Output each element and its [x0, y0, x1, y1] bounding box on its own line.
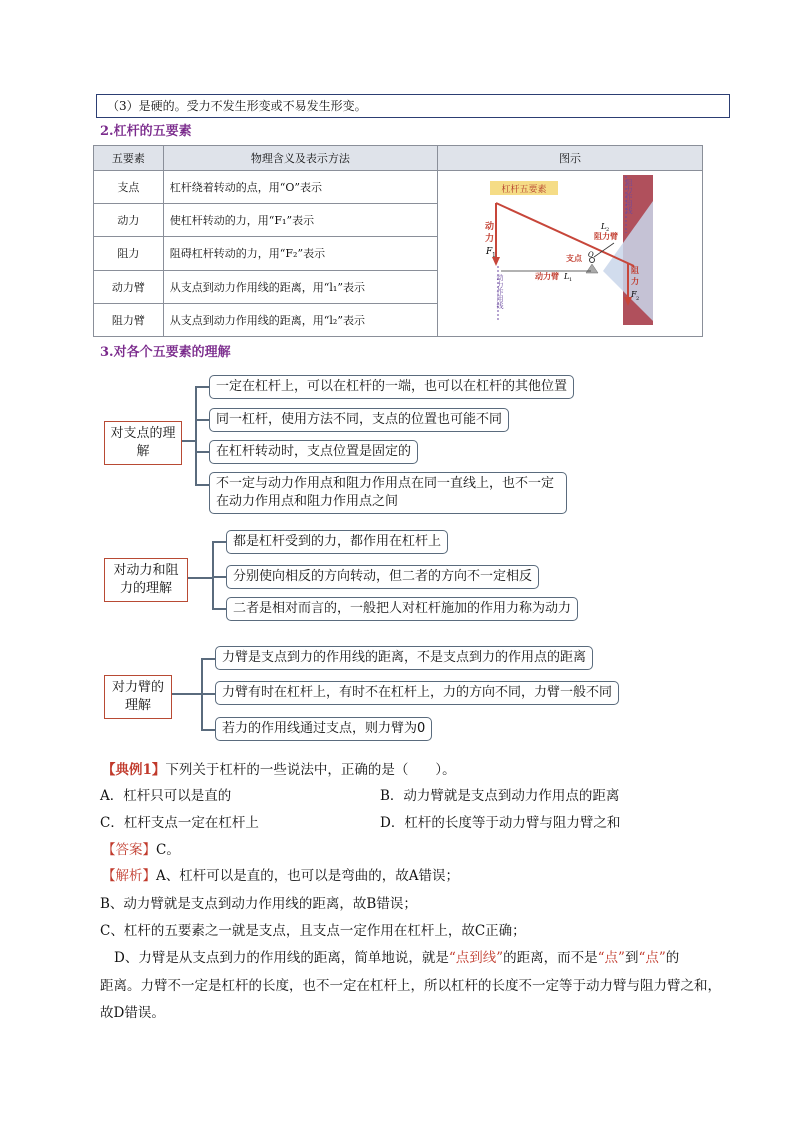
- banner-text: 杠杆五要素: [501, 185, 547, 195]
- connector: [212, 576, 226, 578]
- analysis-c: C、杠杆的五要素之一就是支点，且支点一定作用在杠杆上，故C正确；: [100, 923, 526, 939]
- resist-label-1: 阻: [630, 266, 639, 275]
- mindmap-leaf: 一定在杠杆上，可以在杠杆的一端，也可以在杠杆的其他位置: [209, 375, 574, 399]
- fulcrum-label: 支点: [565, 254, 582, 263]
- analysis-b: B、动力臂就是支点到动力作用线的距离，故B错误；: [100, 896, 417, 912]
- analysis-d-part: 到: [624, 950, 639, 966]
- section-2-title: 2.杠杆的五要素: [100, 124, 192, 139]
- connector: [201, 658, 215, 660]
- analysis-d-highlight: “点”: [638, 950, 666, 966]
- analysis-a-line: [102, 866, 459, 886]
- five-elements-table: [93, 145, 703, 337]
- connector: [212, 541, 226, 543]
- analysis-d-highlight: “点到线”: [448, 950, 504, 966]
- mindmap-fulcrum-title: 对支点的理解: [104, 421, 182, 465]
- lever-diagram-cell: [437, 171, 702, 337]
- table-cell-desc: 杠杆绕着转动的点，用“O”表示: [163, 171, 437, 204]
- table-cell-name: 动力: [94, 204, 164, 237]
- resist-line-label: 阻力作用线: [624, 179, 633, 214]
- f2-sub: 2: [635, 296, 640, 302]
- lever-diagram: [438, 171, 702, 336]
- table-cell-desc: 从支点到动力作用线的距离，用“l₁”表示: [163, 270, 437, 303]
- mindmap-leaf: 若力的作用线通过支点，则力臂为0: [215, 717, 432, 741]
- power-arm-label: 动力臂: [534, 272, 559, 281]
- mindmap-leaf: 力臂是支点到力的作用线的距离，不是支点到力的作用点的距离: [215, 646, 593, 670]
- analysis-d-end: 故D错误。: [100, 1005, 165, 1021]
- power-label-1: 动: [484, 222, 494, 232]
- connector: [212, 608, 226, 610]
- connector: [182, 440, 196, 442]
- fulcrum-symbol: O: [587, 251, 594, 259]
- mindmap-leaf: 在杠杆转动时，支点位置是固定的: [209, 440, 418, 464]
- f1-sub: 1: [491, 252, 496, 259]
- mindmap-leaf: 同一杠杆，使用方法不同，支点的位置也可能不同: [209, 408, 509, 432]
- analysis-d-part: D、力臂是从支点到力的作用线的距离，简单地说，就是: [114, 950, 449, 966]
- option-c: C．杠杆支点一定在杠杆上: [100, 815, 259, 831]
- connector: [172, 693, 202, 695]
- mindmap-force-title: 对动力和阻力的理解: [104, 558, 188, 602]
- analysis-d-highlight: “点”: [597, 950, 625, 966]
- top-boxed-note: （3）是硬的。受力不发生形变或不易发生形变。: [96, 94, 730, 118]
- table-cell-name: 支点: [94, 171, 164, 204]
- connector: [201, 729, 215, 731]
- example-tag: 【典例1】: [102, 762, 166, 778]
- table-cell-name: 阻力臂: [94, 303, 164, 336]
- mindmap-leaf: 分别使向相反的方向转动，但二者的方向不一定相反: [226, 565, 539, 589]
- option-b: B．动力臂就是支点到动力作用点的距离: [380, 788, 620, 804]
- mindmap-leaf: 不一定与动力作用点和阻力作用点在同一直线上，也不一定在动力作用点和阻力作用点之间: [209, 472, 567, 514]
- connector: [195, 386, 209, 388]
- analysis-d-part: 的: [665, 950, 680, 966]
- answer-value: C。: [156, 842, 180, 858]
- example-question-line: [102, 760, 456, 780]
- example-question: 下列关于杠杆的一些说法中，正确的是（ ）。: [165, 762, 456, 778]
- analysis-d-continued: 距离。力臂不一定是杠杆的长度，也不一定在杠杆上，所以杠杆的长度不一定等于动力臂与阻力臂之和，: [100, 978, 721, 994]
- table-cell-name: 动力臂: [94, 270, 164, 303]
- answer-tag: 【答案】: [102, 842, 156, 858]
- connector: [212, 541, 214, 609]
- power-arm-sub: 1: [568, 277, 573, 283]
- table-cell-desc: 阻碍杠杆转动的力，用“F₂”表示: [163, 237, 437, 270]
- table-cell-desc: 从支点到动力作用线的距离，用“l₂”表示: [163, 303, 437, 336]
- table-header: 五要素: [94, 146, 164, 171]
- resist-arm-sub: 2: [605, 227, 610, 233]
- analysis-tag: 【解析】: [102, 868, 156, 884]
- mindmap-leaf: 二者是相对而言的，一般把人对杠杆施加的作用力称为动力: [226, 597, 578, 621]
- connector: [195, 484, 209, 486]
- connector: [188, 577, 213, 579]
- f2-symbol: F: [630, 290, 637, 299]
- table-header: 物理含义及表示方法: [163, 146, 437, 171]
- f1-symbol: F: [485, 247, 493, 257]
- table-cell-name: 阻力: [94, 237, 164, 270]
- power-arm-symbol: L: [563, 272, 570, 281]
- resist-arm-symbol: L: [600, 222, 607, 231]
- table-header: 图示: [437, 146, 702, 171]
- section-3-title: 3.对各个五要素的理解: [100, 345, 231, 360]
- connector: [195, 386, 197, 484]
- table-cell-desc: 使杠杆转动的力，用“F₁”表示: [163, 204, 437, 237]
- analysis-d-part: 的距离，而不是: [503, 950, 598, 966]
- analysis-d-line: [114, 948, 679, 968]
- option-a: A．杠杆只可以是直的: [100, 788, 232, 804]
- connector: [195, 451, 209, 453]
- mindmap-arm-title: 对力臂的理解: [104, 675, 172, 719]
- connector: [195, 419, 209, 421]
- option-d: D．杠杆的长度等于动力臂与阻力臂之和: [380, 815, 621, 831]
- power-line-label: 动力作用线: [495, 274, 504, 309]
- answer-line: [102, 840, 180, 860]
- mindmap-leaf: 都是杠杆受到的力，都作用在杠杆上: [226, 530, 448, 554]
- resist-arm-label: 阻力臂: [593, 232, 618, 241]
- resist-label-2: 力: [630, 277, 639, 286]
- connector: [201, 693, 215, 695]
- mindmap-leaf: 力臂有时在杠杆上，有时不在杠杆上，力的方向不同，力臂一般不同: [215, 681, 619, 705]
- analysis-a: A、杠杆可以是直的，也可以是弯曲的，故A错误；: [156, 868, 459, 884]
- power-label-2: 力: [484, 234, 494, 244]
